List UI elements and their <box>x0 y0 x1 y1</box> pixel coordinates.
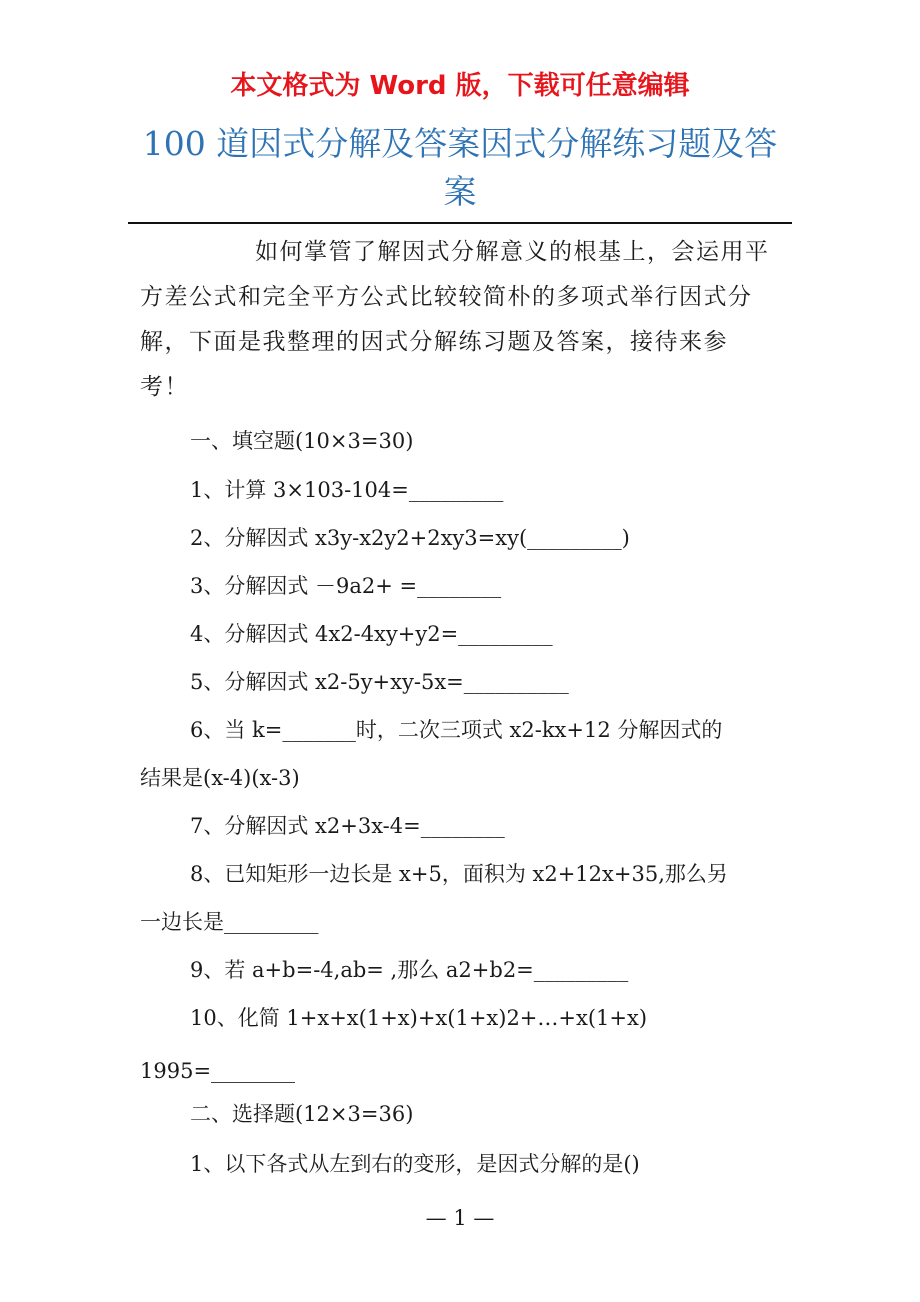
title-divider <box>128 222 792 224</box>
question-6-line-2: 结果是(x-4)(x-3) <box>140 766 300 790</box>
question-3: 3、分解因式 －9a2+ =________ <box>190 574 502 598</box>
question-8-line-1: 8、已知矩形一边长是 x+5，面积为 x2+12x+35,那么另 <box>190 862 728 886</box>
section-2-question-1: 1、以下各式从左到右的变形，是因式分解的是() <box>190 1152 640 1176</box>
question-4: 4、分解因式 4x2-4xy+y2=_________ <box>190 622 553 646</box>
question-2: 2、分解因式 x3y-x2y2+2xy3=xy(_________) <box>190 526 630 550</box>
question-7: 7、分解因式 x2+3x-4=________ <box>190 814 505 838</box>
format-notice-banner: 本文格式为 Word 版，下载可任意编辑 <box>230 71 690 101</box>
intro-paragraph: 如何掌管了解因式分解意义的根基上，会运用平方差公式和完全平方公式比较较简朴的多项式举行因式分解，下面是我整理的因式分解练习题及答案，接待来参考！ <box>140 239 770 400</box>
question-5: 5、分解因式 x2-5y+xy-5x=__________ <box>190 670 569 694</box>
question-9: 9、若 a+b=-4,ab= ,那么 a2+b2=_________ <box>190 958 629 982</box>
question-10-line-1: 10、化简 1+x+x(1+x)+x(1+x)2+…+x(1+x) <box>190 1006 648 1030</box>
section-1-heading: 一、填空题(10×3=30) <box>190 429 414 453</box>
page-number: — 1 — <box>425 1206 495 1230</box>
question-1: 1、计算 3×103-104=_________ <box>190 478 504 502</box>
question-10-line-2: 1995=________ <box>140 1059 296 1083</box>
section-2-heading: 二、选择题(12×3=36) <box>190 1102 414 1126</box>
question-8-line-2: 一边长是_________ <box>140 910 319 934</box>
document-title: 100 道因式分解及答案因式分解练习题及答案 <box>142 124 778 211</box>
question-6-line-1: 6、当 k=_______时，二次三项式 x2-kx+12 分解因式的 <box>190 718 723 742</box>
